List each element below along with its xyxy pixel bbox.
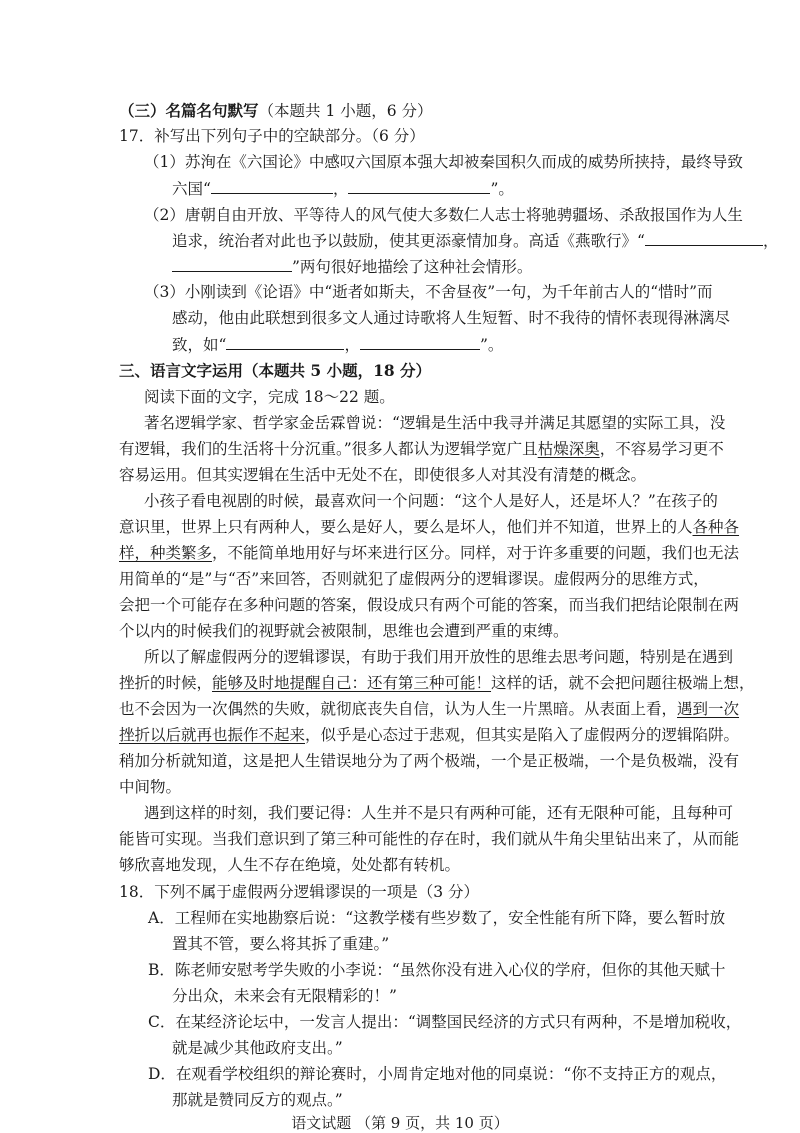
passage-p4-line1: 遇到这样的时刻，我们要记得：人生并不是只有两种可能，还有无限种可能，且每种可 [144,804,734,822]
passage-p1-line2: 有逻辑，我们的生活将十分沉重。”很多人都认为逻辑学宽广且枯燥深奥，不容易学习更不 [119,440,724,458]
passage-p3-line5: 稍加分析就知道，这是把人生错误地分为了两个极端，一个是正极端，一个是负极端，没有 [119,752,740,770]
passage-p2-line5: 会把一个可能存在多种问题的答案，假设成只有两个可能的答案，而当我们把结论限制在两 [119,596,740,614]
blank-4[interactable] [172,256,292,272]
blank-6[interactable] [360,334,480,350]
passage-p1-line3: 容易运用。但其实逻辑在生活中无处不在，即使很多人对其没有清楚的概念。 [119,466,647,484]
blank-3[interactable] [645,230,763,246]
passage-p2-line1: 小孩子看电视剧的时候，最喜欢问一个问题：“这个人是好人，还是坏人？”在孩子的 [144,492,718,510]
part3-intro: 阅读下面的文字，完成 18～22 题。 [144,388,395,406]
passage-p3-line4: 挫折以后就再也振作不起来，似乎是心态过于悲观，但其实是陷入了虚假两分的逻辑陷阱。 [119,726,740,744]
footer-label: 语文试题 [291,1114,352,1132]
q18-option-d-line2: 那就是赞同反方的观点。” [172,1091,343,1109]
passage-p3-line2: 挫折的时候，能够及时地提醒自己：还有第三种可能！这样的话，就不会把问题往极端上想， [119,674,755,692]
underlined-phrase: 各种各 [692,518,740,536]
passage-p4-line3: 够欣喜地发现，人生不存在绝境，处处都有转机。 [119,856,461,874]
q18-option-d-line1[interactable]: D．在观看学校组织的辩论赛时，小周肯定地对他的同桌说：“你不支持正方的观点， [148,1065,727,1083]
passage-p3-line6: 中间物。 [119,778,182,796]
underlined-phrase: 挫折以后就再也振作不起来 [119,726,306,744]
page-footer [0,1112,800,1133]
passage-p3-line3: 也不会因为一次偶然的失败，就彻底丧失自信，认为人生一片黑暗。从表面上看，遇到一次 [119,700,740,718]
q17-part1-line1: （1）苏洵在《六国论》中感叹六国原本强大却被秦国积久而成的威势所挟持，最终导致 [144,153,743,171]
q18-option-a-line1[interactable]: A．工程师在实地勘察后说：“这教学楼有些岁数了，安全性能有所下降，要么暂时放 [148,909,726,927]
q17-part3-line2: 感动，他由此联想到很多文人通过诗歌将人生短暂、时不我待的情怀表现得淋漓尽 [172,309,731,327]
section-heading-title: 名篇名句默写 [165,101,259,120]
q18-option-c-line2: 就是减少其他政府支出。” [172,1039,343,1057]
passage-p2-line3: 样，种类繁多，不能简单地用好与坏来进行区分。同样，对于许多重要的问题，我们也无法 [119,544,740,562]
underlined-phrase: 遇到一次 [677,700,740,718]
q17-part2-line3: ”两句很好地描绘了这种社会情形。 [172,256,532,277]
q18-stem: 18．下列不属于虚假两分逻辑谬误的一项是（3 分） [119,883,480,901]
q17-part2-line1: （2）唐朝自由开放、平等待人的风气使大多数仁人志士将驰骋疆场、杀敌报国作为人生 [144,206,743,224]
q18-option-a-line2: 置其不管，要么将其拆了重建。” [172,935,390,953]
blank-5[interactable] [226,334,344,350]
underlined-phrase: 枯燥深奥 [537,440,600,458]
q18-option-b-line1[interactable]: B．陈老师安慰考学失败的小李说：“虽然你没有进入心仪的学府，但你的其他天赋十 [148,961,726,979]
passage-p2-line2: 意识里，世界上只有两种人，要么是好人，要么是坏人，他们并不知道，世界上的人各种各 [119,518,740,536]
footer-page-number: （第 9 页，共 10 页） [356,1114,509,1132]
passage-p3-line1: 所以了解虚假两分的逻辑谬误，有助于我们用开放性的思维去思考问题，特别是在遇到 [144,648,734,666]
blank-1[interactable] [211,178,333,194]
q17-part3-line1: （3）小刚读到《论语》中“逝者如斯夫，不舍昼夜”一句，为千年前古人的“惜时”而 [144,283,713,301]
passage-p2-line6: 个以内的时候我们的视野就会被限制，思维也会遭到严重的束缚。 [119,622,569,640]
q17-part3-line3: 致，如“ ， ”。 [172,336,504,354]
underlined-sentence: 能够及时地提醒自己：还有第三种可能！ [212,674,492,692]
blank-2[interactable] [348,178,490,194]
section-heading [119,101,433,121]
section-heading-number: （三） [119,101,166,120]
passage-p2-line4: 用简单的“是”与“否”来回答，否则就犯了虚假两分的逻辑谬误。虚假两分的思维方式， [119,570,709,588]
q17-part2-line2: 追求，统治者对此也予以鼓励，使其更添豪情加身。高适《燕歌行》“ ， [172,232,779,250]
q18-option-b-line2: 分出众，未来会有无限精彩的！” [172,987,397,1005]
q18-option-c-line1[interactable]: C．在某经济论坛中，一发言人提出：“调整国民经济的方式只有两种，不是增加税收， [148,1013,742,1031]
part3-heading: 三、语言文字运用（本题共 5 小题，18 分） [119,361,432,380]
section-heading-note: （本题共 1 小题，6 分） [258,102,433,120]
q17-part1-line2: 六国“ ， ”。 [172,180,514,198]
underlined-phrase: 样，种类繁多 [119,544,213,562]
q17-stem: 17．补写出下列句子中的空缺部分。（6 分） [119,127,425,145]
passage-p4-line2: 能皆可实现。当我们意识到了第三种可能性的存在时，我们就从牛角尖里钻出来了，从而能 [119,830,740,848]
passage-p1-line1: 著名逻辑学家、哲学家金岳霖曾说：“逻辑是生活中我寻并满足其愿望的实际工具，没 [144,414,726,432]
